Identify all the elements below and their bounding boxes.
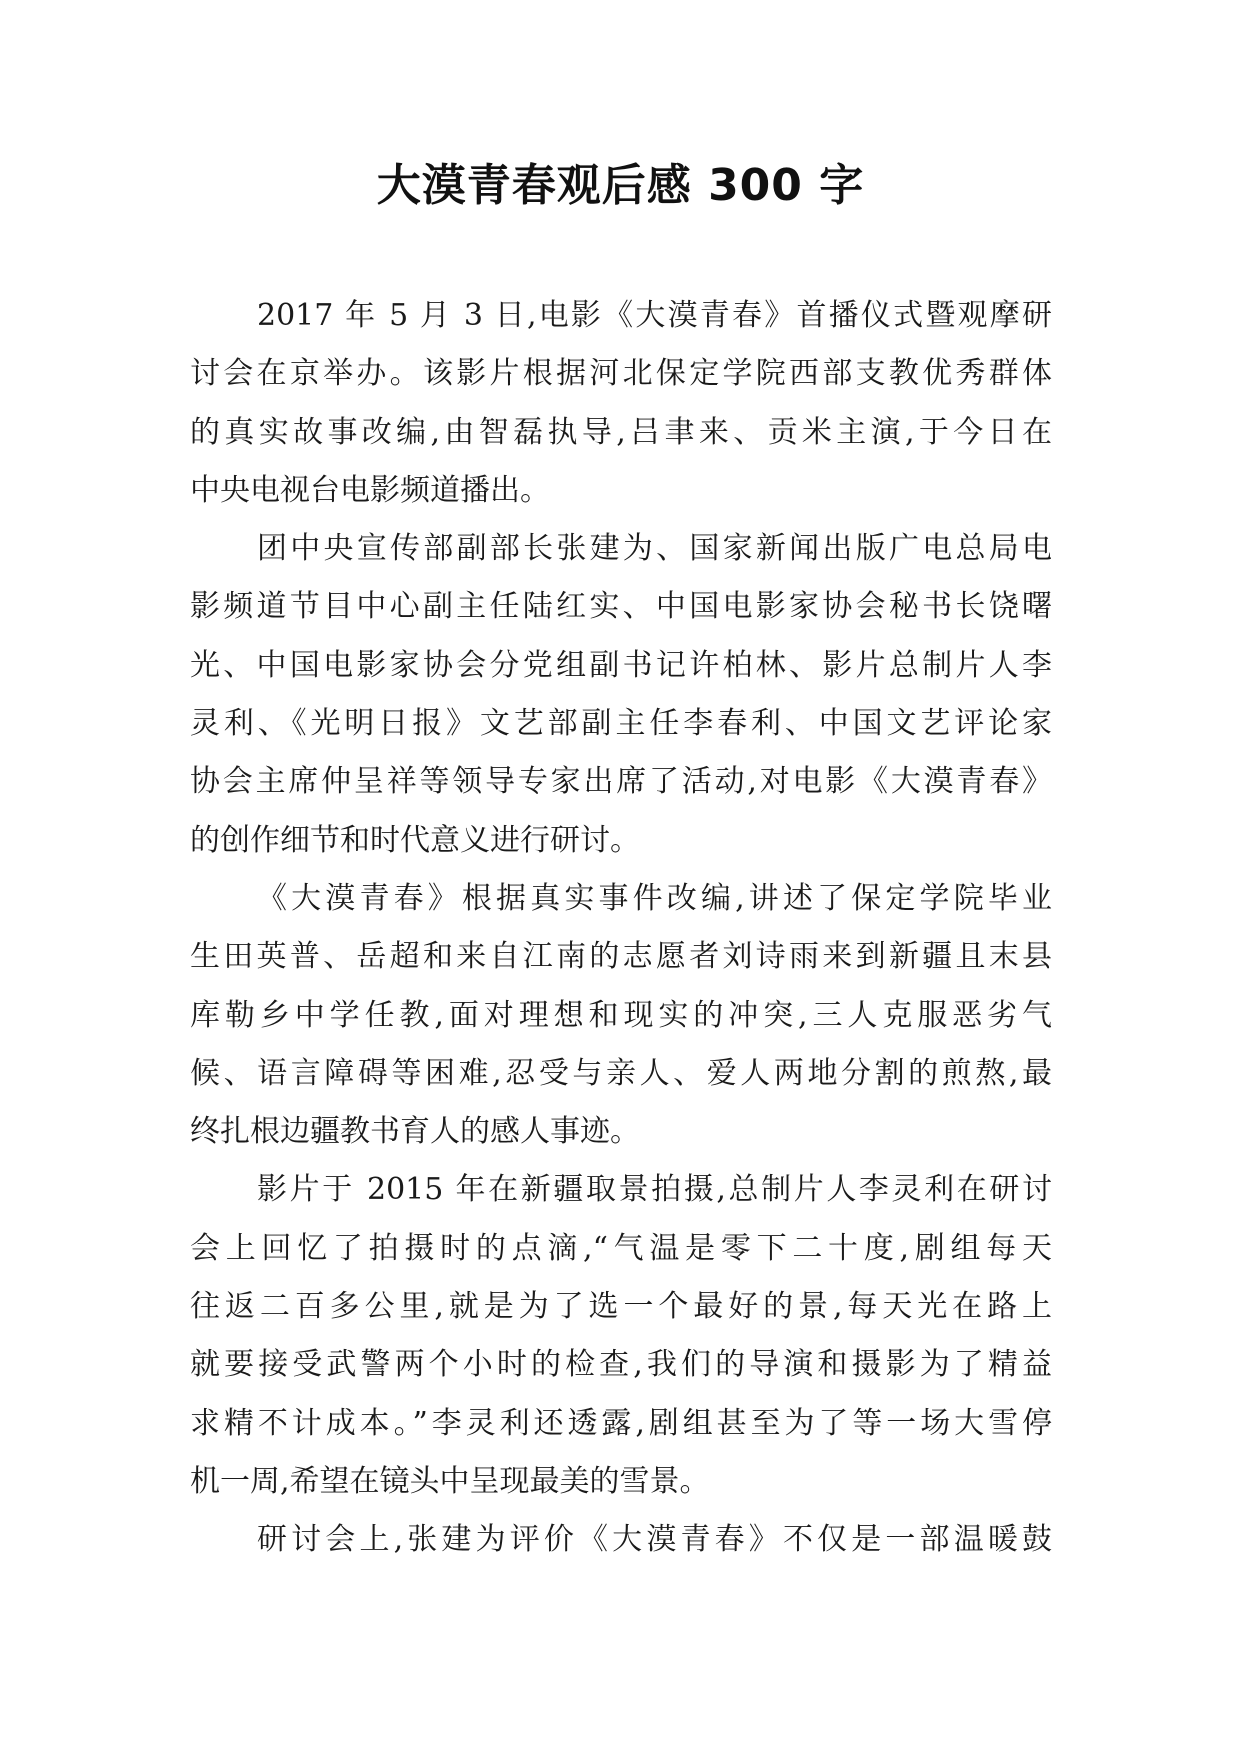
paragraph-4: [190, 1161, 1052, 1511]
document-title: 大漠青春观后感 300 字: [376, 160, 865, 211]
text-line: 协会主席仲呈祥等领导专家出席了活动,对电影《大漠青春》: [190, 764, 1052, 800]
text-line: 求精不计成本。”李灵利还透露,剧组甚至为了等一场大雪停: [190, 1405, 1052, 1441]
text-line: 往返二百多公里,就是为了选一个最好的景,每天光在路上: [190, 1289, 1052, 1325]
text-line: 的创作细节和时代意义进行研讨。: [190, 822, 640, 858]
text-line: 会上回忆了拍摄时的点滴,“气温是零下二十度,剧组每天: [190, 1230, 1052, 1266]
text-line: 库勒乡中学任教,面对理想和现实的冲突,三人克服恶劣气: [190, 997, 1052, 1033]
text-line: 终扎根边疆教书育人的感人事迹。: [190, 1114, 640, 1150]
text-line: 灵利、《光明日报》文艺部副主任李春利、中国文艺评论家: [190, 706, 1052, 742]
text-line: 讨会在京举办。该影片根据河北保定学院西部支教优秀群体: [190, 356, 1052, 392]
text-line: 的真实故事改编,由智磊执导,吕聿来、贡米主演,于今日在: [190, 414, 1052, 450]
paragraph-1: [190, 287, 1052, 520]
text-line: 生田英普、岳超和来自江南的志愿者刘诗雨来到新疆且末县: [190, 939, 1052, 975]
text-line: 中央电视台电影频道播出。: [190, 472, 550, 508]
paragraph-3: [190, 870, 1052, 1161]
text-line: 2017 年 5 月 3 日,电影《大漠青春》首播仪式暨观摩研: [257, 298, 1052, 333]
text-line: 影频道节目中心副主任陆红实、中国电影家协会秘书长饶曙: [190, 589, 1052, 625]
document-body: [190, 287, 1052, 1570]
text-line: 光、中国电影家协会分党组副书记许柏林、影片总制片人李: [190, 647, 1052, 683]
text-line: 影片于 2015 年在新疆取景拍摄,总制片人李灵利在研讨: [257, 1172, 1052, 1208]
text-line: 就要接受武警两个小时的检查,我们的导演和摄影为了精益: [190, 1347, 1052, 1383]
text-line: 研讨会上,张建为评价《大漠青春》不仅是一部温暖鼓: [257, 1522, 1052, 1558]
paragraph-2: [190, 520, 1052, 870]
paragraph-5: [190, 1511, 1052, 1569]
text-line: 团中央宣传部副部长张建为、国家新闻出版广电总局电: [257, 531, 1052, 567]
text-line: 候、语言障碍等困难,忍受与亲人、爱人两地分割的煎熬,最: [190, 1055, 1052, 1091]
text-line: 机一周,希望在镜头中呈现最美的雪景。: [190, 1463, 710, 1499]
text-line: 《大漠青春》根据真实事件改编,讲述了保定学院毕业: [257, 880, 1052, 916]
